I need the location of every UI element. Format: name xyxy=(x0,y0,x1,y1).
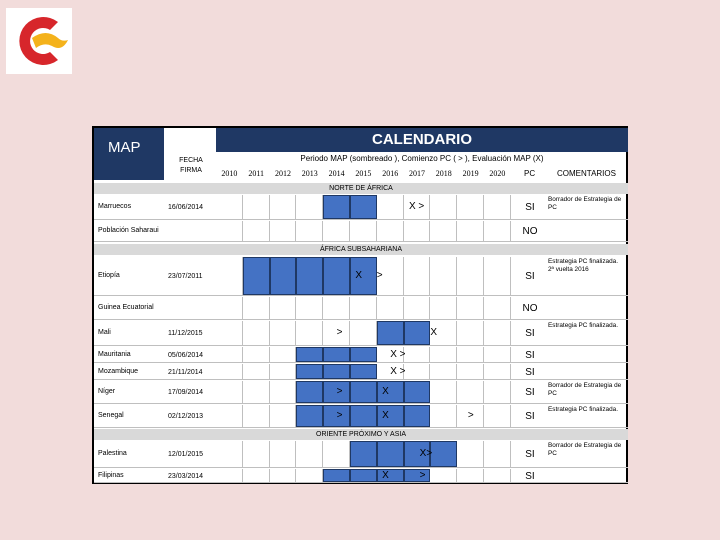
year-cell-2010 xyxy=(216,405,243,427)
pc-status: SI xyxy=(525,411,535,422)
year-cell-2010 xyxy=(216,321,243,345)
year-cell-2014 xyxy=(323,195,350,219)
pc-status: SI xyxy=(525,349,535,361)
year-cell-2018 xyxy=(430,297,457,319)
pc-header: PC xyxy=(524,169,536,178)
year-cell-2011 xyxy=(243,221,270,241)
year-cell-2018 xyxy=(430,381,457,403)
year-cell-2013 xyxy=(296,221,323,241)
calendar-mark: > xyxy=(336,386,343,397)
year-cell-2014 xyxy=(323,469,350,482)
calendar-mark: X xyxy=(382,410,389,421)
calendar-mark: X> xyxy=(419,448,433,459)
comments-header: COMENTARIOS xyxy=(557,169,616,178)
calendar-title: CALENDARIO xyxy=(372,131,472,148)
country-name: Mali xyxy=(98,329,111,336)
calendar-mark: X xyxy=(382,386,389,397)
year-cell-2013 xyxy=(296,469,323,482)
year-cell-2015 xyxy=(350,405,377,427)
calendar-mark: X xyxy=(430,327,438,338)
year-cell-2017 xyxy=(404,297,431,319)
fecha-label: FECHA FIRMA xyxy=(179,157,203,174)
logo xyxy=(6,8,72,74)
signature-date: 16/06/2014 xyxy=(168,204,204,211)
year-cell-2010 xyxy=(216,347,243,362)
year-cell-2011 xyxy=(243,195,270,219)
pc-status: SI xyxy=(525,328,535,339)
year-cell-2020 xyxy=(484,405,511,427)
year-cell-2019 xyxy=(457,469,484,482)
country-name: Palestina xyxy=(98,450,127,457)
year-cell-2018 xyxy=(430,441,457,467)
year-cell-2020 xyxy=(484,221,511,241)
year-cell-2016 xyxy=(377,381,404,403)
pc-status: SI xyxy=(525,366,535,378)
year-cell-2018 xyxy=(430,195,457,219)
year-cell-2010 xyxy=(216,381,243,403)
comment: Borrador de Estrategia de PC xyxy=(548,196,622,211)
year-header-2018: 2018 xyxy=(435,169,452,178)
year-cell-2020 xyxy=(484,469,511,482)
year-cell-2020 xyxy=(484,381,511,403)
signature-date: 12/01/2015 xyxy=(168,451,204,458)
year-cell-2019 xyxy=(457,321,484,345)
pc-status: SI xyxy=(525,470,535,482)
country-name: Filipinas xyxy=(98,471,124,479)
year-cell-2011 xyxy=(243,297,270,319)
signature-date: 23/07/2011 xyxy=(168,273,203,280)
year-cell-2011 xyxy=(243,364,270,379)
year-cell-2012 xyxy=(270,195,297,219)
year-cell-2012 xyxy=(270,441,297,467)
year-cell-2010 xyxy=(216,364,243,379)
year-cell-2013 xyxy=(296,364,323,379)
year-cell-2015 xyxy=(350,297,377,319)
year-cell-2019 xyxy=(457,347,484,362)
year-cell-2014 xyxy=(323,257,350,295)
year-cell-2011 xyxy=(243,441,270,467)
year-cell-2019 xyxy=(457,195,484,219)
year-cell-2018 xyxy=(430,347,457,362)
year-cell-2019 xyxy=(457,364,484,379)
year-cell-2018 xyxy=(430,257,457,295)
year-cell-2019 xyxy=(457,381,484,403)
year-cell-2012 xyxy=(270,221,297,241)
year-cell-2019 xyxy=(457,221,484,241)
year-cell-2015 xyxy=(350,195,377,219)
comment: Borrador de Estrategia de PC xyxy=(548,382,622,397)
year-cell-2020 xyxy=(484,441,511,467)
comment: Estrategia PC finalizada. 2ª vuelta 2016 xyxy=(548,258,618,273)
calendar-mark: X > xyxy=(408,201,425,212)
country-name: Mauritania xyxy=(98,350,131,358)
year-cell-2015 xyxy=(350,221,377,241)
year-header-2011: 2011 xyxy=(248,169,265,178)
year-cell-2017 xyxy=(404,321,431,345)
year-cell-2015 xyxy=(350,257,377,295)
year-cell-2018 xyxy=(430,405,457,427)
year-cell-2016 xyxy=(377,441,404,467)
year-cell-2012 xyxy=(270,347,297,362)
comment: Estrategia PC finalizada. xyxy=(548,406,618,413)
year-cell-2011 xyxy=(243,405,270,427)
year-cell-2019 xyxy=(457,441,484,467)
year-cell-2011 xyxy=(243,321,270,345)
signature-date: 02/12/2013 xyxy=(168,413,204,420)
year-cell-2011 xyxy=(243,469,270,482)
year-cell-2010 xyxy=(216,221,243,241)
calendar-mark: X > xyxy=(390,348,406,360)
year-cell-2012 xyxy=(270,405,297,427)
year-cell-2017 xyxy=(404,347,431,362)
year-header-2013: 2013 xyxy=(301,169,318,178)
year-cell-2017 xyxy=(404,469,431,482)
year-cell-2016 xyxy=(377,195,404,219)
year-cell-2016 xyxy=(377,321,404,345)
year-cell-2012 xyxy=(270,469,297,482)
year-cell-2014 xyxy=(323,297,350,319)
calendar-table xyxy=(92,126,628,484)
year-cell-2013 xyxy=(296,195,323,219)
year-cell-2010 xyxy=(216,441,243,467)
year-cell-2013 xyxy=(296,257,323,295)
year-cell-2016 xyxy=(377,221,404,241)
country-name: Níger xyxy=(98,388,116,395)
year-cell-2020 xyxy=(484,347,511,362)
map-label: MAP xyxy=(108,139,141,156)
section-oriente-asia: ORIENTE PRÓXIMO Y ASIA xyxy=(94,429,628,440)
year-cell-2017 xyxy=(404,364,431,379)
year-cell-2020 xyxy=(484,195,511,219)
year-cell-2018 xyxy=(430,221,457,241)
calendar-mark: > xyxy=(376,270,383,281)
year-cell-2011 xyxy=(243,381,270,403)
year-cell-2010 xyxy=(216,257,243,295)
calendar-mark: > xyxy=(336,410,343,421)
year-cell-2019 xyxy=(457,297,484,319)
signature-date: 05/06/2014 xyxy=(168,351,204,359)
year-header-2012: 2012 xyxy=(274,169,291,178)
year-cell-2017 xyxy=(404,405,431,427)
year-cell-2012 xyxy=(270,297,297,319)
country-name: Marruecos xyxy=(98,203,132,210)
year-header-2019: 2019 xyxy=(462,169,479,178)
pc-status: SI xyxy=(525,202,535,213)
year-cell-2015 xyxy=(350,321,377,345)
year-cell-2015 xyxy=(350,364,377,379)
country-name: Población Saharaui xyxy=(98,227,159,234)
year-cell-2014 xyxy=(323,347,350,362)
comment: Borrador de Estrategia de PC xyxy=(548,442,622,457)
year-cell-2018 xyxy=(430,469,457,482)
country-name: Senegal xyxy=(98,412,124,419)
country-name: Guinea Ecuatorial xyxy=(98,304,154,311)
year-header-2010: 2010 xyxy=(221,169,238,178)
year-cell-2012 xyxy=(270,364,297,379)
calendar-subtitle: Periodo MAP (sombreado ), Comienzo PC ( > ), Evaluación MAP (X) xyxy=(300,154,544,163)
year-cell-2015 xyxy=(350,347,377,362)
pc-status: SI xyxy=(525,387,535,398)
year-cell-2014 xyxy=(323,364,350,379)
year-cell-2015 xyxy=(350,441,377,467)
year-cell-2015 xyxy=(350,469,377,482)
calendar-mark: X xyxy=(355,270,363,281)
comment: Estrategia PC finalizada. xyxy=(548,322,618,329)
calendar-mark: > xyxy=(336,327,343,338)
pc-status: NO xyxy=(522,226,538,237)
year-cell-2019 xyxy=(457,257,484,295)
calendar-mark: X xyxy=(382,469,389,481)
year-cell-2020 xyxy=(484,364,511,379)
year-cell-2020 xyxy=(484,297,511,319)
year-cell-2011 xyxy=(243,257,270,295)
year-header-2016: 2016 xyxy=(382,169,399,178)
pc-status: SI xyxy=(525,449,535,460)
signature-date: 11/12/2015 xyxy=(168,330,203,337)
year-cell-2020 xyxy=(484,257,511,295)
signature-date: 23/03/2014 xyxy=(168,472,204,480)
year-cell-2010 xyxy=(216,469,243,482)
year-cell-2014 xyxy=(323,441,350,467)
section-norte-africa: NORTE DE ÁFRICA xyxy=(94,183,628,194)
year-cell-2017 xyxy=(404,381,431,403)
signature-date: 17/09/2014 xyxy=(168,389,204,396)
year-cell-2013 xyxy=(296,441,323,467)
year-header-2017: 2017 xyxy=(408,169,425,178)
year-cell-2016 xyxy=(377,469,404,482)
calendar-mark: X > xyxy=(390,365,406,377)
year-cell-2010 xyxy=(216,297,243,319)
year-cell-2013 xyxy=(296,405,323,427)
year-header-2020: 2020 xyxy=(489,169,506,178)
year-cell-2011 xyxy=(243,347,270,362)
pc-status: SI xyxy=(525,271,535,282)
year-cell-2018 xyxy=(430,364,457,379)
year-cell-2010 xyxy=(216,195,243,219)
signature-date: 21/11/2014 xyxy=(168,368,203,376)
country-name: Mozambique xyxy=(98,367,139,375)
calendar-mark: > xyxy=(467,410,474,421)
year-cell-2016 xyxy=(377,405,404,427)
year-cell-2013 xyxy=(296,297,323,319)
year-cell-2013 xyxy=(296,347,323,362)
year-cell-2012 xyxy=(270,257,297,295)
year-cell-2014 xyxy=(323,221,350,241)
year-cell-2015 xyxy=(350,381,377,403)
year-header-2015: 2015 xyxy=(355,169,372,178)
year-cell-2013 xyxy=(296,381,323,403)
year-cell-2012 xyxy=(270,381,297,403)
logo-icon xyxy=(6,8,72,74)
pc-status: NO xyxy=(522,303,538,314)
year-cell-2016 xyxy=(377,297,404,319)
year-cell-2013 xyxy=(296,321,323,345)
year-cell-2020 xyxy=(484,321,511,345)
calendar-mark: > xyxy=(419,469,426,481)
year-cell-2017 xyxy=(404,221,431,241)
year-header-2014: 2014 xyxy=(328,169,345,178)
country-name: Etiopía xyxy=(98,272,120,279)
section-africa-subsahariana: ÁFRICA SUBSAHARIANA xyxy=(94,244,628,255)
year-cell-2012 xyxy=(270,321,297,345)
year-cell-2017 xyxy=(404,257,431,295)
